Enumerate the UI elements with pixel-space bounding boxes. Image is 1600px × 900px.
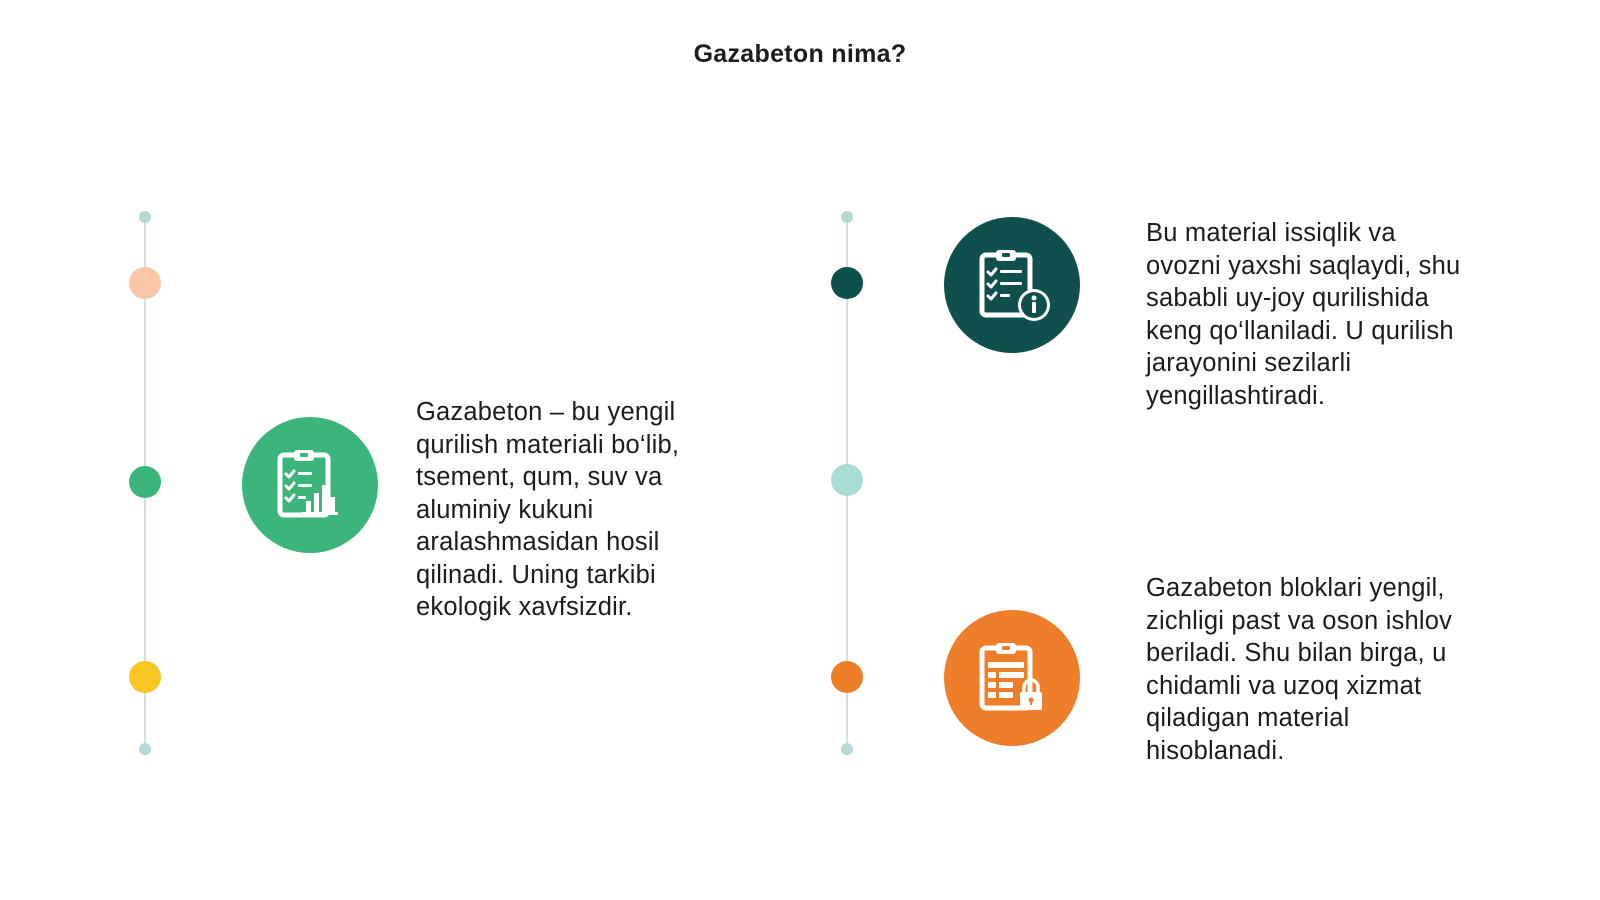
timeline-endpoint [841, 743, 853, 755]
text-line: keng qo‘llaniladi. U qurilish [1146, 316, 1454, 345]
timeline-dot-peach [129, 267, 161, 299]
text-line: ekologik xavfsizdir. [416, 593, 633, 621]
item-text-3 [1146, 572, 1452, 767]
text-line: tsement, qum, suv va [416, 463, 663, 491]
text-line: yengillashtiradi. [1146, 381, 1326, 410]
clipboard-lock-icon [944, 610, 1080, 746]
clipboard-info-icon [944, 217, 1080, 353]
item-text-1 [416, 396, 679, 624]
text-line: beriladi. Shu bilan birga, u [1146, 639, 1447, 667]
timeline-endpoint [139, 211, 151, 223]
text-line: qurilish materiali bo‘lib, [416, 430, 680, 459]
timeline-dot-orange [831, 661, 863, 693]
text-line: chidamli va uzoq xizmat [1146, 671, 1422, 700]
text-line: hisoblanadi. [1146, 736, 1285, 765]
page-title: Gazabeton nima? [693, 40, 907, 68]
text-line: aralashmasidan hosil [416, 528, 660, 556]
text-line: zichligi past va oson ishlov [1146, 606, 1453, 635]
item-text-2 [1146, 217, 1460, 412]
clipboard-chart-icon [242, 417, 378, 553]
text-line: qilinadi. Uning tarkibi [416, 560, 656, 589]
text-line: jarayonini sezilarli [1146, 349, 1352, 377]
timeline-endpoint [841, 211, 853, 223]
timeline-dot-mint [831, 464, 863, 496]
text-line: ovozni yaxshi saqlaydi, shu [1146, 251, 1461, 280]
timeline-dot-yellow [129, 661, 161, 693]
text-line: Gazabeton bloklari yengil, [1146, 574, 1445, 602]
timeline-dot-green [129, 466, 161, 498]
text-line: aluminiy kukuni [416, 495, 594, 524]
text-line: sababli uy-joy qurilishida [1146, 284, 1430, 312]
timeline-dot-teal [831, 267, 863, 299]
text-line: Gazabeton – bu yengil [416, 398, 676, 426]
text-line: Bu material issiqlik va [1146, 219, 1396, 247]
timeline-endpoint [139, 743, 151, 755]
text-line: qiladigan material [1146, 704, 1350, 732]
